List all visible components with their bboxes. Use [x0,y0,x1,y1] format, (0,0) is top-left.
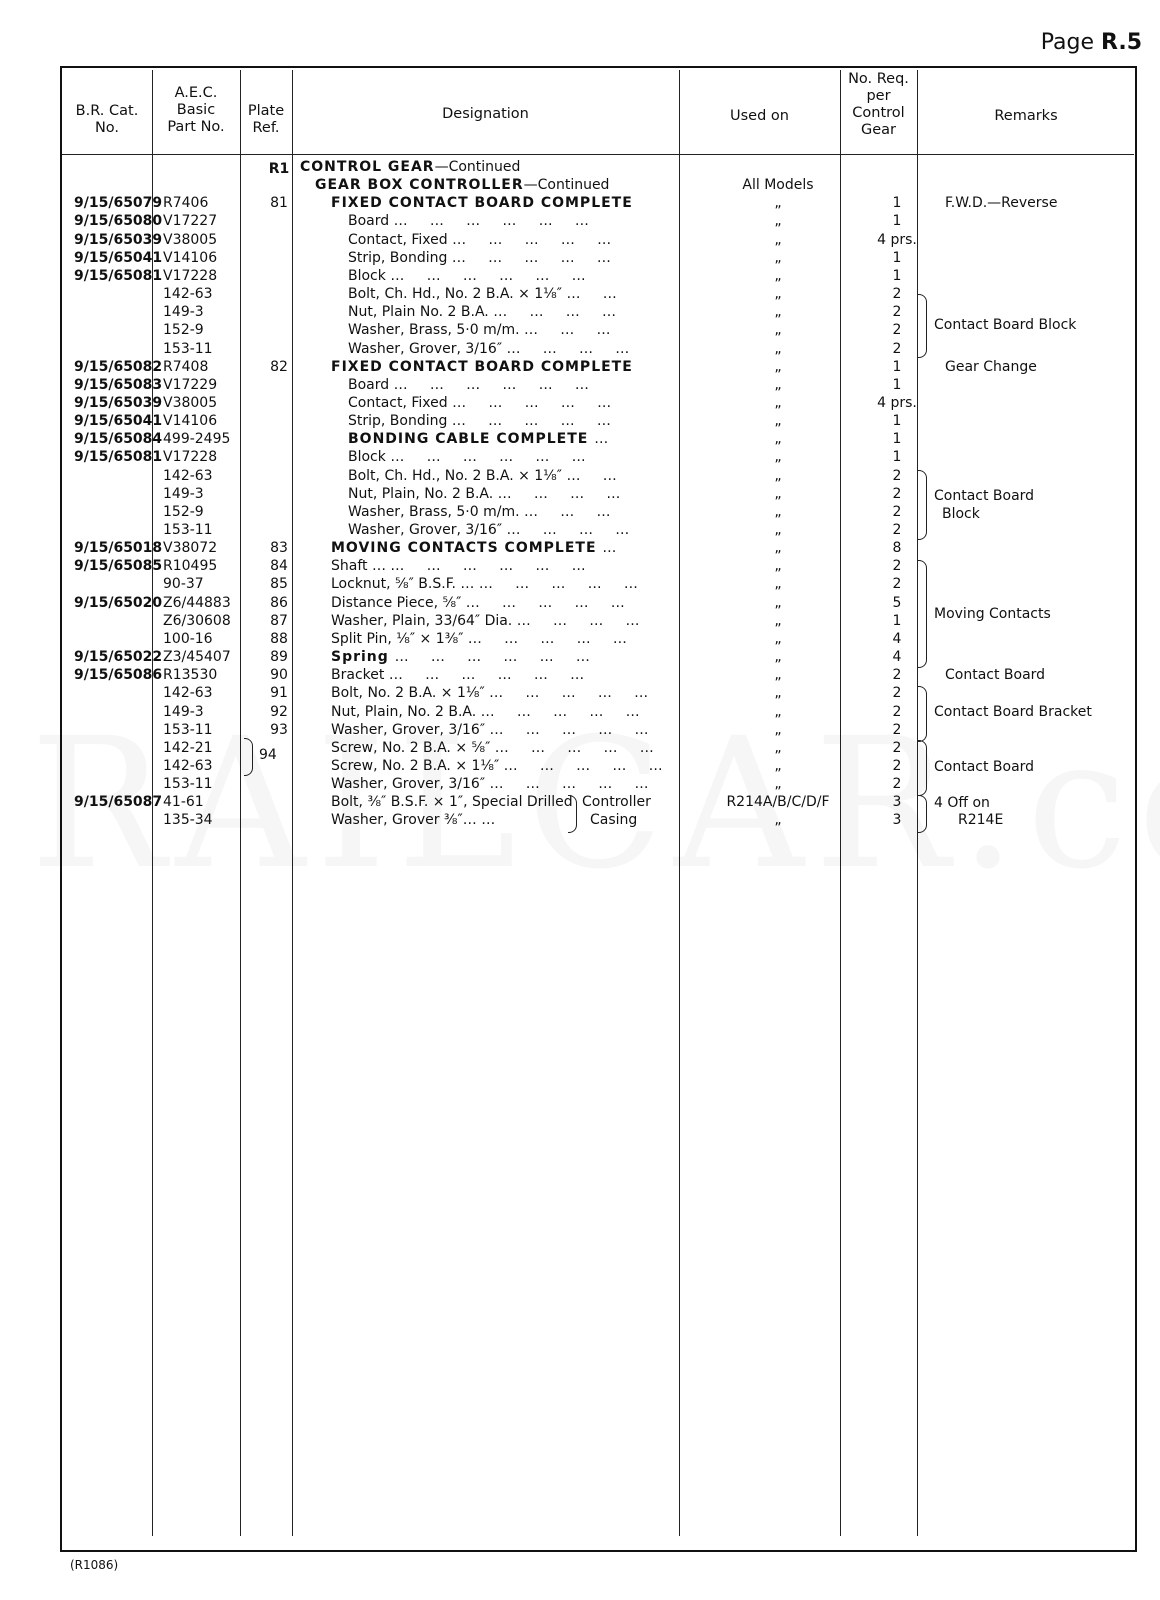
quantity: 2 [892,322,902,339]
cat-number: 9/15/65079 [74,195,163,212]
cat-number: 9/15/65082 [74,358,163,375]
part-number: 153-11 [163,721,213,738]
leader-dots: … … … … … … [393,376,589,393]
designation: Nut, Plain, No. 2 B.A. … … … … … [331,703,640,720]
part-number: Z6/30608 [163,612,231,629]
part-number: 153-11 [163,340,213,357]
part-number: Z6/44883 [163,594,231,611]
cat-number: 9/15/65086 [74,667,163,684]
used-on: „ [774,721,782,738]
part-number: 149-3 [163,703,204,720]
table-row [0,467,1160,486]
remark-block: Block [942,506,980,522]
used-on: „ [774,685,782,702]
quantity: 1 [892,249,902,266]
used-on: „ [774,394,782,411]
cat-number: 9/15/65087 [74,794,163,811]
table-row [0,648,1160,667]
remark: F.W.D.—Reverse [945,195,1058,212]
part-number: 100-16 [163,630,213,647]
cat-number: 9/15/65020 [74,594,163,611]
plate-ref-94: 94 [259,747,277,763]
table-row [0,430,1160,449]
quantity: 1 [892,431,902,448]
table-row [0,575,1160,594]
designation: GEAR BOX CONTROLLER—Continued [315,177,610,194]
leader-dots: … … … … … … [393,213,589,230]
designation: Bolt, No. 2 B.A. × 1⅛″ … … … … … [331,685,649,702]
leader-dots: … … … … … [465,594,625,611]
quantity: 8 [892,540,902,557]
quantity: 2 [892,703,902,720]
table-row [0,194,1160,213]
plate-ref: 86 [270,594,288,611]
cat-number: 9/15/65081 [74,449,163,466]
used-on: „ [774,739,782,756]
leader-dots: … … … … … [489,776,649,793]
part-number: V14106 [163,249,218,266]
header-rule [62,154,1134,155]
quantity: 1 [892,376,902,393]
header-part: A.E.C. Basic Part No. [167,85,225,135]
brace [918,560,927,668]
designation: BONDING CABLE COMPLETE … [348,431,609,448]
used-on: „ [774,667,782,684]
brace [244,738,253,776]
brace [918,740,927,796]
part-number: 142-21 [163,739,213,756]
table-row [0,249,1160,268]
cat-number: 9/15/65041 [74,249,163,266]
plate-ref: 83 [270,540,288,557]
cat-number: 9/15/65085 [74,558,163,575]
table-row [0,557,1160,576]
designation: Block … … … … … … [348,449,586,466]
designation: Contact, Fixed … … … … … [348,231,612,248]
note-casing: Casing [590,812,638,828]
designation: CONTROL GEAR—Continued [300,159,521,175]
designation: Washer, Grover, 3/16″ … … … … [348,340,630,357]
part-number: V38005 [163,394,218,411]
table-row [0,775,1160,794]
footer-code: (R1086) [70,1558,119,1572]
designation: Locknut, ⅝″ B.S.F. … … … … … … [331,576,638,593]
table-row [0,267,1160,286]
part-number: 142-63 [163,685,213,702]
part-number: 41-61 [163,794,204,811]
quantity: 2 [892,685,902,702]
table-row [0,503,1160,522]
used-on: R214A/B/C/D/F [726,794,830,811]
designation: Shaft … … … … … … … [331,558,586,575]
header-plate: Plate Ref. [247,103,285,136]
quantity: 2 [892,340,902,357]
part-number: 153-11 [163,776,213,793]
designation: Contact, Fixed … … … … … [348,394,612,411]
used-on: „ [774,649,782,666]
remark: Gear Change [945,358,1037,375]
used-on: „ [774,776,782,793]
designation: FIXED CONTACT BOARD COMPLETE [331,358,633,375]
used-on: „ [774,286,782,303]
quantity: 2 [892,667,902,684]
part-number: V38072 [163,540,218,557]
part-number: R7406 [163,195,209,212]
leader-dots: … [594,431,609,448]
designation: Block … … … … … … [348,267,586,284]
designation: Distance Piece, ⅝″ … … … … … [331,594,625,611]
table-row [0,231,1160,250]
part-number: V17228 [163,267,218,284]
leader-dots: … … [566,467,617,484]
quantity: 3 [892,794,902,811]
leader-dots: … … … … … … [388,667,585,684]
used-on: „ [774,340,782,357]
cat-number: 9/15/65018 [74,540,163,557]
leader-dots: … … … … … [452,231,612,248]
quantity: 2 [892,503,902,520]
used-on: „ [774,376,782,393]
leader-dots: … … … [524,503,611,520]
cat-number: 9/15/65081 [74,267,163,284]
remark-contact-board-2: Contact Board [934,759,1035,775]
quantity: 1 [892,413,902,430]
leader-dots: … … … … [516,612,640,629]
plate-ref: 87 [270,612,288,629]
used-on: „ [774,703,782,720]
designation: Washer, Brass, 5·0 m/m. … … … [348,322,611,339]
used-on: „ [774,467,782,484]
leader-dots: … … … … … … [390,558,586,575]
part-number: 152-9 [163,322,204,339]
designation: Washer, Grover, 3/16″ … … … … … [331,721,649,738]
part-number: 149-3 [163,304,204,321]
designation: Nut, Plain, No. 2 B.A. … … … … [348,485,621,502]
part-number: Z3/45407 [163,649,231,666]
designation: Bolt, ⅜″ B.S.F. × 1″, Special Drilled [331,794,573,811]
designation: Washer, Grover ⅜″… … [331,812,496,829]
plate-ref: 93 [270,721,288,738]
cat-number: 9/15/65083 [74,376,163,393]
used-on: „ [774,358,782,375]
table-row [0,394,1160,413]
brace [568,795,577,833]
leader-dots: … … … … … [451,249,611,266]
part-number: R13530 [163,667,218,684]
cat-number: 9/15/65039 [74,394,163,411]
quantity: 2 [892,576,902,593]
brace [918,686,927,742]
quantity: 4 prs. [877,231,917,248]
used-on: „ [774,267,782,284]
used-on: „ [774,249,782,266]
table-row [0,412,1160,431]
header-remarks: Remarks [994,108,1058,124]
used-on: „ [774,304,782,321]
table-row [0,739,1160,758]
header-designation: Designation [442,106,529,122]
part-number: V17228 [163,449,218,466]
table-row [0,376,1160,395]
plate-ref: 89 [270,649,288,666]
remark-contact-board-block: Contact Board Block [934,317,1077,333]
leader-dots: … … … … … [489,685,649,702]
quantity: 1 [892,358,902,375]
designation: Split Pin, ⅛″ × 1⅜″ … … … … … [331,630,627,647]
used-on: „ [774,449,782,466]
remark-contact-board: Contact Board [934,488,1035,504]
designation: Washer, Grover, 3/16″ … … … … … [331,776,649,793]
designation: Screw, No. 2 B.A. × 1⅛″ … … … … … [331,757,663,774]
used-on: „ [774,231,782,248]
used-on: „ [774,612,782,629]
designation: Board … … … … … … [348,213,589,230]
part-number: 149-3 [163,485,204,502]
part-number: 153-11 [163,522,213,538]
used-on: „ [774,213,782,230]
table-row [0,340,1160,359]
plate-ref: 82 [270,358,288,375]
plate-ref: 91 [270,685,288,702]
leader-dots: … … … … … [494,739,654,756]
table-row [0,285,1160,304]
plate-ref: 92 [270,703,288,720]
quantity: 1 [892,449,902,466]
header-used-on: Used on [730,108,789,124]
part-number: V14106 [163,413,218,430]
table-row [0,721,1160,740]
designation: Strip, Bonding … … … … … [348,413,611,430]
quantity: 2 [892,776,902,793]
plate-ref: 88 [270,630,288,647]
plate-ref: 81 [270,195,288,212]
leader-dots: … [602,540,617,557]
leader-dots: … … … … … [478,576,638,593]
part-number: R7408 [163,358,209,375]
leader-dots: … … … … … … [390,267,586,284]
designation: Screw, No. 2 B.A. × ⅝″ … … … … … [331,739,654,756]
leader-dots: … … … … … [451,413,611,430]
part-number: 152-9 [163,503,204,520]
used-on: „ [774,576,782,593]
leader-dots: … … … … … [467,630,627,647]
header-qty: No. Req. per Control Gear [848,71,909,138]
leader-dots: … … … … … [452,394,612,411]
quantity: 2 [892,304,902,321]
designation: Nut, Plain No. 2 B.A. … … … … [348,304,616,321]
designation: Board … … … … … … [348,376,589,393]
table-row [0,539,1160,558]
quantity: 1 [892,267,902,284]
table-row [0,666,1160,685]
used-on: „ [774,503,782,520]
remark-four-off: 4 Off on [934,795,990,811]
used-on: „ [774,522,782,538]
designation: Strip, Bonding … … … … … [348,249,611,266]
quantity: 1 [892,612,902,629]
cat-number: 9/15/65080 [74,213,163,230]
plate-ref: 90 [270,667,288,684]
designation: Bolt, Ch. Hd., No. 2 B.A. × 1⅛″ … … [348,286,617,303]
quantity: 1 [892,195,902,212]
designation: Washer, Brass, 5·0 m/m. … … … [348,503,611,520]
header-cat: B.R. Cat. No. [75,103,139,136]
part-number: 142-63 [163,286,213,303]
used-on: „ [774,485,782,502]
quantity: 5 [892,594,902,611]
table-row [0,176,1160,195]
table-row [0,684,1160,703]
brace [918,795,927,833]
leader-dots: … … … … [506,340,630,357]
leader-dots: … … … … … [503,757,663,774]
used-on: „ [774,540,782,557]
plate-ref: 84 [270,558,288,575]
part-number: 90-37 [163,576,204,593]
leader-dots: … … [566,286,617,303]
used-on: „ [774,558,782,575]
part-number: R10495 [163,558,218,575]
brace [918,294,927,358]
quantity: 2 [892,485,902,502]
used-on: „ [774,812,782,829]
plate-ref: 85 [270,576,288,593]
cat-number: 9/15/65041 [74,413,163,430]
quantity: 2 [892,739,902,756]
quantity: 4 [892,630,902,647]
designation: FIXED CONTACT BOARD COMPLETE [331,195,633,212]
cat-number: 9/15/65022 [74,649,163,666]
table-row [0,212,1160,231]
leader-dots: … [481,812,496,829]
leader-dots: … … … … [497,485,621,502]
leader-dots: … … … … … [489,721,649,738]
designation: Spring … … … … … … [331,649,590,666]
designation: Bolt, Ch. Hd., No. 2 B.A. × 1⅛″ … … [348,467,617,484]
used-on: „ [774,322,782,339]
used-on: All Models [742,177,814,194]
used-on: „ [774,630,782,647]
quantity: 2 [892,558,902,575]
leader-dots: … … … … [493,304,616,321]
table-row [0,358,1160,377]
leader-dots: … … … [524,322,611,339]
quantity: 4 prs. [877,394,917,411]
quantity: 2 [892,757,902,774]
designation: Bracket … … … … … … [331,667,585,684]
designation: Washer, Plain, 33/64″ Dia. … … … … [331,612,640,629]
quantity: 1 [892,213,902,230]
part-number: 142-63 [163,467,213,484]
leader-dots: … … … … [506,522,630,538]
note-controller: Controller [582,794,651,810]
remark-moving-contacts: Moving Contacts [934,606,1051,622]
table-row [0,521,1160,540]
cat-number: 9/15/65039 [74,231,163,248]
table-row [0,158,1160,177]
part-number: 499-2495 [163,431,231,448]
designation: Washer, Grover, 3/16″ … … … … [348,522,630,538]
designation: MOVING CONTACTS COMPLETE … [331,540,617,557]
part-number: 135-34 [163,812,213,829]
quantity: 2 [892,721,902,738]
part-number: 142-63 [163,757,213,774]
cat-number: 9/15/65084 [74,431,163,448]
used-on: „ [774,757,782,774]
remark: Contact Board [945,667,1046,684]
part-number: V17227 [163,213,218,230]
leader-dots: … … … … … [480,703,640,720]
leader-dots: … … … … … … [390,449,586,466]
section-plate: R1 [268,161,290,177]
used-on: „ [774,195,782,212]
page-number: Page R.5 [1040,30,1142,55]
quantity: 3 [892,812,902,829]
remark-contact-board-bracket: Contact Board Bracket [934,704,1092,720]
part-number: V17229 [163,376,218,393]
leader-dots: … … … … … … [394,649,590,666]
remark-r214e: R214E [958,812,1004,828]
used-on: „ [774,431,782,448]
used-on: „ [774,594,782,611]
quantity: 2 [892,467,902,484]
table-row [0,448,1160,467]
used-on: „ [774,413,782,430]
quantity: 4 [892,649,902,666]
table-row [0,630,1160,649]
quantity: 2 [892,522,902,538]
quantity: 2 [892,286,902,303]
part-number: V38005 [163,231,218,248]
brace [918,470,927,540]
